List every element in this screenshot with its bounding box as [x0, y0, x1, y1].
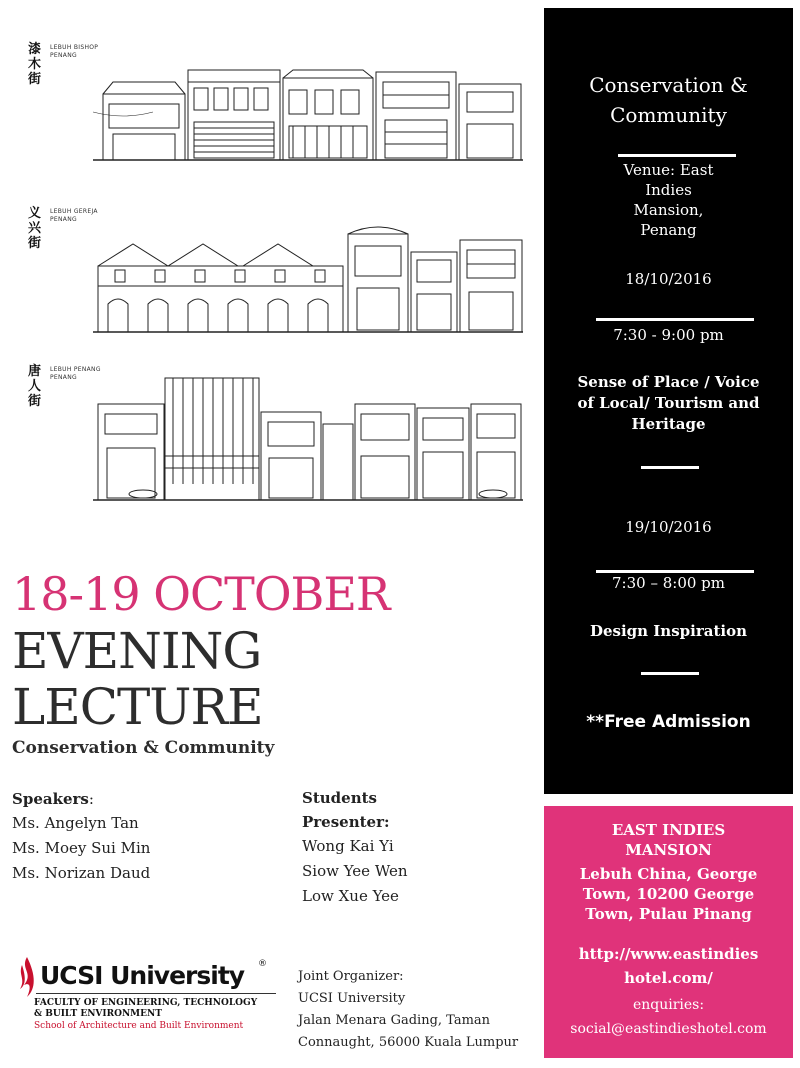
- speaker-name: Ms. Norizan Daud: [12, 864, 151, 882]
- date-day-1: 18/10/2016: [625, 270, 712, 288]
- students-block: [302, 786, 408, 909]
- topic-day-1: Sense of Place / Voice of Local/ Tourism and Heritage: [577, 373, 760, 433]
- time-day-2: 7:30 – 8:00 pm: [612, 574, 725, 592]
- street-name: LEBUH BISHOP: [50, 44, 99, 51]
- schedule-panel: [544, 8, 793, 794]
- shophouse-sketch: [93, 42, 523, 164]
- venue-text: Venue: East Indies Mansion, Penang: [623, 161, 714, 239]
- topic-day-2: Design Inspiration: [589, 622, 748, 640]
- venue-name: EAST INDIES MANSION: [611, 821, 726, 859]
- chinese-char: 街: [28, 236, 42, 251]
- presenter-label: Presenter:: [302, 813, 390, 831]
- faculty-line-1: FACULTY OF ENGINEERING, TECHNOLOGY: [34, 998, 258, 1008]
- street-name: LEBUH PENANG: [50, 366, 101, 373]
- free-admission: **Free Admission: [586, 712, 751, 732]
- street-illustration-penang: [28, 364, 528, 504]
- chinese-char: 街: [28, 394, 42, 409]
- enquiries-label: enquiries:: [632, 997, 705, 1013]
- email-link[interactable]: social@eastindieshotel.com: [570, 1021, 767, 1037]
- heading-lecture: LECTURE: [12, 678, 263, 736]
- street-city: PENANG: [50, 216, 77, 223]
- divider-rule: [641, 466, 699, 469]
- event-dates-heading: 18-19 OCTOBER: [12, 567, 390, 621]
- speakers-label: Speakers:: [12, 790, 94, 808]
- panel-title-2: Community: [610, 103, 727, 127]
- students-label: Students: [302, 789, 377, 807]
- chinese-char: 人: [28, 379, 42, 394]
- panel-title-1: Conservation &: [589, 73, 748, 97]
- ucsi-logo: [16, 955, 286, 1050]
- divider-rule: [596, 318, 754, 321]
- student-name: Siow Yee Wen: [302, 862, 408, 880]
- logo-divider: [36, 993, 276, 994]
- time-day-1: 7:30 - 9:00 pm: [613, 326, 724, 344]
- venue-address: Lebuh China, George Town, 10200 George Town, Pulau Pinang: [579, 865, 758, 923]
- chinese-char: 漆: [28, 42, 42, 57]
- chinese-char: 木: [28, 57, 42, 72]
- school-line: School of Architecture and Built Environment: [34, 1021, 244, 1031]
- shophouse-sketch: [93, 364, 523, 504]
- street-illustration-gereja: [28, 206, 528, 334]
- flame-icon: [16, 955, 38, 999]
- organizer-label: Joint Organizer:: [298, 969, 404, 984]
- organizer-line: UCSI University: [298, 991, 406, 1006]
- website-link[interactable]: http://www.eastindies hotel.com/: [578, 945, 759, 987]
- logo-wordmark: UCSI University: [40, 961, 245, 990]
- faculty-line-2: & BUILT ENVIRONMENT: [34, 1009, 162, 1019]
- street-city: PENANG: [50, 52, 77, 59]
- chinese-char: 兴: [28, 221, 42, 236]
- heading-evening: EVENING: [12, 622, 262, 680]
- venue-contact-panel: [544, 806, 793, 1058]
- organizer-block: [298, 966, 518, 1054]
- chinese-char: 街: [28, 72, 42, 87]
- student-name: Low Xue Yee: [302, 887, 399, 905]
- organizer-line: Connaught, 56000 Kuala Lumpur: [298, 1035, 519, 1050]
- chinese-char: 唐: [28, 364, 42, 379]
- organizer-line: Jalan Menara Gading, Taman: [298, 1013, 491, 1028]
- divider-rule: [596, 570, 754, 573]
- student-name: Wong Kai Yi: [302, 837, 394, 855]
- speaker-name: Ms. Angelyn Tan: [12, 814, 139, 832]
- speakers-block: [12, 788, 150, 886]
- street-name: LEBUH GEREJA: [50, 208, 98, 215]
- speaker-name: Ms. Moey Sui Min: [12, 839, 151, 857]
- street-city: PENANG: [50, 374, 77, 381]
- street-illustration-bishop: [28, 42, 528, 164]
- chinese-char: 义: [28, 206, 42, 221]
- event-subtitle: Conservation & Community: [12, 738, 275, 758]
- registered-mark: ®: [258, 959, 267, 969]
- divider-rule: [641, 672, 699, 675]
- date-day-2: 19/10/2016: [625, 518, 712, 536]
- divider-rule: [618, 154, 736, 157]
- shophouse-sketch: [93, 206, 523, 334]
